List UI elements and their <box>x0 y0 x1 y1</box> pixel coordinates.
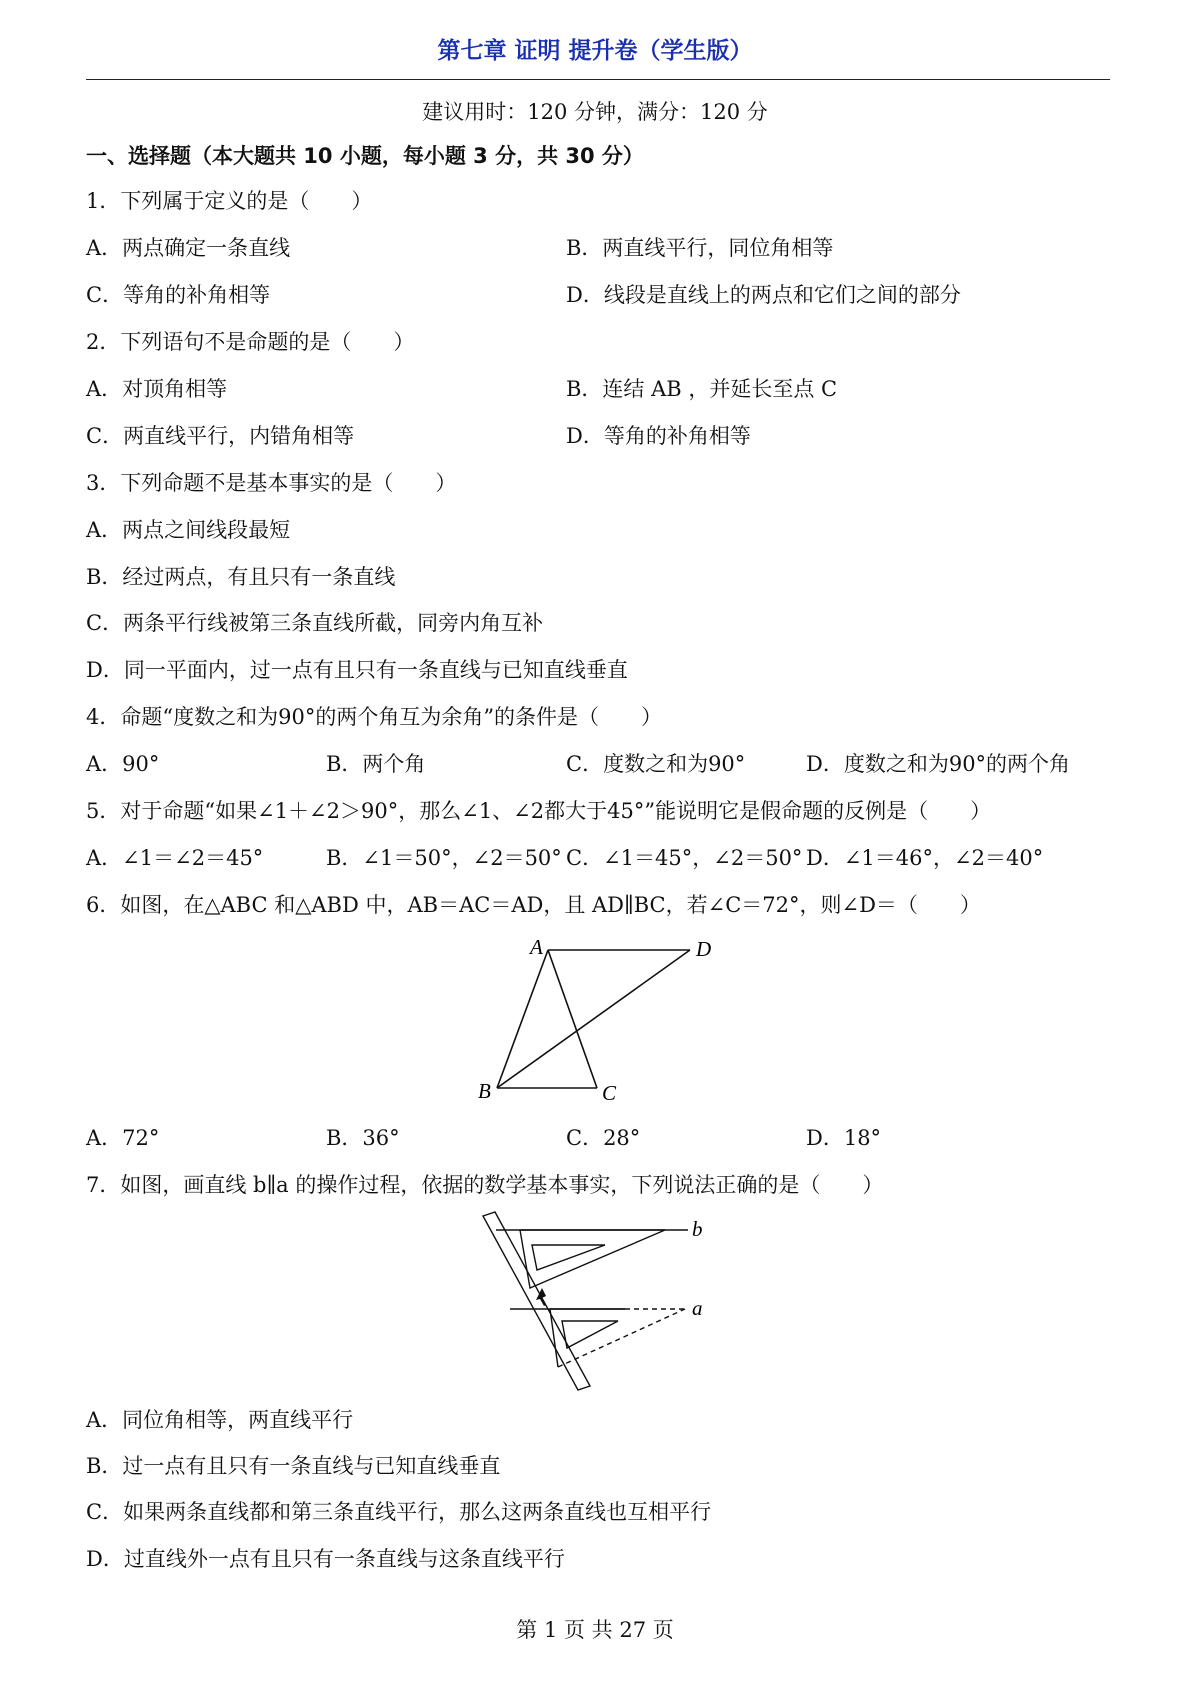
question-1-stem: 1．下列属于定义的是（ ） <box>86 189 373 213</box>
question-7-option-a[interactable]: A．同位角相等，两直线平行 <box>86 1408 354 1432</box>
question-5-option-d[interactable]: D．∠1＝46°，∠2＝40° <box>806 846 1044 870</box>
label-b: b <box>692 1217 703 1241</box>
question-6-option-a[interactable]: A．72° <box>86 1126 160 1150</box>
question-5-option-b[interactable]: B．∠1＝50°，∠2＝50° <box>326 846 562 870</box>
question-1-option-c[interactable]: C．等角的补角相等 <box>86 283 271 307</box>
question-7-option-d[interactable]: D．过直线外一点有且只有一条直线与这条直线平行 <box>86 1547 565 1571</box>
section-heading: 一、选择题（本大题共 10 小题，每小题 3 分，共 30 分） <box>86 144 644 168</box>
label-c: C <box>602 1081 617 1100</box>
label-b: B <box>478 1079 491 1100</box>
question-4-option-c[interactable]: C．度数之和为90° <box>566 752 746 776</box>
question-5-stem: 5．对于命题“如果∠1＋∠2＞90°，那么∠1、∠2都大于45°”能说明它是假命题的反例是（ ） <box>86 799 992 823</box>
question-4-stem: 4．命题“度数之和为90°的两个角互为余角”的条件是（ ） <box>86 705 663 729</box>
set-square-lower-hyp <box>558 1309 685 1367</box>
question-7-option-c[interactable]: C．如果两条直线都和第三条直线平行，那么这两条直线也互相平行 <box>86 1500 712 1524</box>
page-title: 第七章 证明 提升卷（学生版） <box>437 38 753 64</box>
ruler-shape <box>483 1212 590 1390</box>
set-square-lower-side <box>550 1309 558 1367</box>
question-1-option-a[interactable]: A．两点确定一条直线 <box>86 236 291 260</box>
segment-ac <box>548 950 597 1088</box>
question-6-option-b[interactable]: B．36° <box>326 1126 400 1150</box>
question-7-figure <box>470 1208 720 1394</box>
question-1-option-d[interactable]: D．线段是直线上的两点和它们之间的部分 <box>566 283 961 307</box>
set-square-upper <box>520 1230 665 1288</box>
exam-info: 建议用时：120 分钟，满分：120 分 <box>422 100 768 124</box>
question-6-figure <box>460 928 740 1100</box>
title-divider <box>86 79 1110 80</box>
question-2-stem: 2．下列语句不是命题的是（ ） <box>86 330 415 354</box>
question-2-option-b[interactable]: B．连结 AB ，并延长至点 C <box>566 377 838 401</box>
question-5-option-a[interactable]: A．∠1＝∠2＝45° <box>86 846 264 870</box>
question-5-option-c[interactable]: C．∠1＝45°，∠2＝50° <box>566 846 803 870</box>
segment-bd <box>497 950 690 1088</box>
question-3-option-b[interactable]: B．经过两点，有且只有一条直线 <box>86 565 396 589</box>
question-7-stem: 7．如图，画直线 b∥a 的操作过程，依据的数学基本事实，下列说法正确的是（ ） <box>86 1173 884 1197</box>
question-2-option-c[interactable]: C．两直线平行，内错角相等 <box>86 424 355 448</box>
question-4-option-b[interactable]: B．两个角 <box>326 752 426 776</box>
question-4-option-d[interactable]: D．度数之和为90°的两个角 <box>806 752 1071 776</box>
label-a: a <box>692 1296 703 1320</box>
label-a: A <box>530 935 543 959</box>
question-7-option-b[interactable]: B．过一点有且只有一条直线与已知直线垂直 <box>86 1454 501 1478</box>
question-4-option-a[interactable]: A．90° <box>86 752 160 776</box>
question-2-option-a[interactable]: A．对顶角相等 <box>86 377 228 401</box>
question-6-option-c[interactable]: C．28° <box>566 1126 641 1150</box>
question-3-option-a[interactable]: A．两点之间线段最短 <box>86 518 291 542</box>
page-number: 第 1 页 共 27 页 <box>516 1618 674 1642</box>
label-d: D <box>696 937 712 961</box>
question-3-option-d[interactable]: D．同一平面内，过一点有且只有一条直线与已知直线垂直 <box>86 658 628 682</box>
segment-ab <box>497 950 548 1088</box>
question-2-option-d[interactable]: D．等角的补角相等 <box>566 424 751 448</box>
question-6-stem: 6．如图，在△ABC 和△ABD 中，AB＝AC＝AD，且 AD∥BC，若∠C＝72°，则∠D＝（ ） <box>86 893 981 917</box>
question-6-option-d[interactable]: D．18° <box>806 1126 882 1150</box>
question-3-option-c[interactable]: C．两条平行线被第三条直线所截，同旁内角互补 <box>86 611 544 635</box>
question-1-option-b[interactable]: B．两直线平行，同位角相等 <box>566 236 834 260</box>
set-square-upper-inner <box>532 1245 605 1270</box>
question-3-stem: 3．下列命题不是基本事实的是（ ） <box>86 471 457 495</box>
